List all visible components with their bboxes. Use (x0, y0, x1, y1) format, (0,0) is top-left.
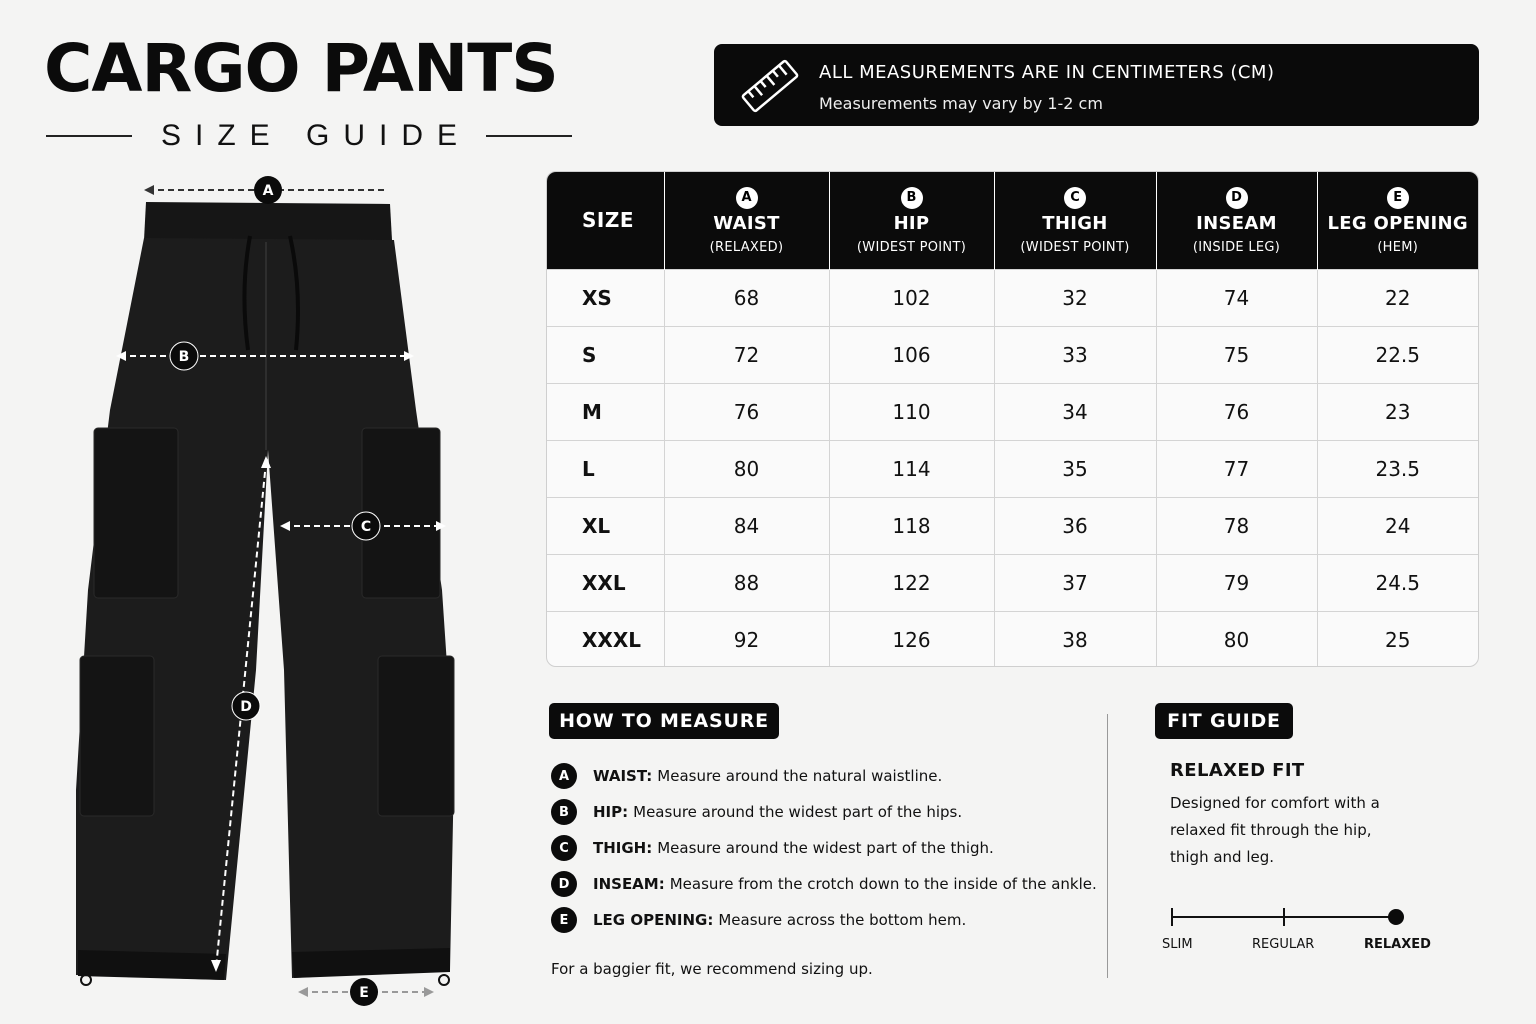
thigh-cell: 34 (994, 383, 1156, 440)
size-table (546, 171, 1479, 667)
thigh-header-name: THIGH (1042, 212, 1108, 234)
hip-cell: 126 (829, 611, 994, 667)
units-banner (714, 44, 1479, 126)
size-cell: XXXL (547, 611, 664, 667)
hem-toggle-left (81, 975, 91, 985)
measure-text: Measure around the natural waistline. (657, 767, 943, 785)
pants-waistband (144, 202, 392, 240)
size-cell: M (547, 383, 664, 440)
measure-text: Measure across the bottom hem. (718, 911, 967, 929)
waist-letter-badge: A (736, 187, 758, 209)
size-cell: S (547, 326, 664, 383)
leg-opening-header-sub: (HEM) (1377, 239, 1419, 255)
table-row (547, 269, 1478, 326)
fit-guide-heading: FIT GUIDE (1155, 703, 1293, 739)
size-cell: XL (547, 497, 664, 554)
inseam-cell: 78 (1156, 497, 1317, 554)
leg-opening-cell: 24.5 (1317, 554, 1478, 611)
list-item (551, 758, 1101, 794)
subtitle-rule-left (46, 135, 132, 137)
banner-units-text: ALL MEASUREMENTS ARE IN CENTIMETERS (CM) (819, 62, 1275, 83)
measure-letter-badge: D (551, 871, 577, 897)
cargo-pocket-right-lower (378, 656, 454, 816)
hip-column-header (829, 172, 994, 269)
leg-opening-header-name: LEG OPENING (1327, 212, 1468, 234)
measure-arrow-a (144, 185, 154, 195)
fit-description: Designed for comfort with a relaxed fit through the hip, thigh and leg. (1170, 794, 1380, 866)
ruler-icon (738, 54, 802, 118)
page-title: CARGO PANTS (44, 30, 558, 107)
waist-cell: 72 (664, 326, 829, 383)
inseam-cell: 76 (1156, 383, 1317, 440)
waist-cell: 80 (664, 440, 829, 497)
cargo-pocket-left-upper (94, 428, 178, 598)
hip-letter-badge: B (901, 187, 923, 209)
thigh-cell: 37 (994, 554, 1156, 611)
leg-opening-cell: 23.5 (1317, 440, 1478, 497)
thigh-letter-badge: C (1064, 187, 1086, 209)
inseam-letter-badge: D (1226, 187, 1248, 209)
cargo-pocket-left-lower (80, 656, 154, 816)
measure-arrow-e-left (298, 987, 308, 997)
measure-letter-badge: C (551, 835, 577, 861)
waist-cell: 84 (664, 497, 829, 554)
measure-label: HIP: (593, 803, 629, 821)
hip-cell: 114 (829, 440, 994, 497)
table-row (547, 383, 1478, 440)
hip-cell: 118 (829, 497, 994, 554)
leg-opening-cell: 22.5 (1317, 326, 1478, 383)
section-divider (1107, 714, 1108, 978)
subtitle-row (46, 118, 572, 154)
list-item (551, 866, 1101, 902)
measure-label: LEG OPENING: (593, 911, 714, 929)
size-cell: XXL (547, 554, 664, 611)
measure-letter-badge: E (551, 907, 577, 933)
measure-label: INSEAM: (593, 875, 665, 893)
table-row (547, 440, 1478, 497)
subtitle-rule-right (486, 135, 572, 137)
thigh-cell: 38 (994, 611, 1156, 667)
waist-cell: 76 (664, 383, 829, 440)
measure-instructions (551, 758, 1101, 938)
list-item (551, 794, 1101, 830)
waist-header-name: WAIST (713, 212, 780, 234)
thigh-cell: 36 (994, 497, 1156, 554)
pants-cuff-right (292, 948, 450, 978)
table-header-row (547, 172, 1478, 269)
cargo-pocket-right-upper (362, 428, 440, 598)
sizing-note: For a baggier fit, we recommend sizing up. (551, 960, 873, 978)
leg-opening-cell: 23 (1317, 383, 1478, 440)
inseam-cell: 80 (1156, 611, 1317, 667)
fit-scale-slim-label: SLIM (1162, 937, 1193, 952)
hip-header-name: HIP (893, 212, 930, 234)
inseam-cell: 77 (1156, 440, 1317, 497)
measure-letter-badge: B (551, 799, 577, 825)
marker-d-label: D (240, 699, 252, 715)
hip-cell: 110 (829, 383, 994, 440)
pants-cuff-left (78, 950, 226, 980)
measure-arrow-e-right (424, 987, 434, 997)
size-cell: XS (547, 269, 664, 326)
inseam-header-name: INSEAM (1196, 212, 1277, 234)
thigh-cell: 35 (994, 440, 1156, 497)
waist-cell: 88 (664, 554, 829, 611)
inseam-cell: 75 (1156, 326, 1317, 383)
marker-c-label: C (360, 519, 372, 535)
measure-text: Measure around the widest part of the thigh. (657, 839, 994, 857)
measure-label: WAIST: (593, 767, 653, 785)
fit-scale-selected-marker (1388, 909, 1404, 925)
hip-header-sub: (WIDEST POINT) (856, 239, 967, 255)
fit-title: RELAXED FIT (1170, 760, 1305, 781)
hip-cell: 102 (829, 269, 994, 326)
inseam-cell: 79 (1156, 554, 1317, 611)
table-row (547, 497, 1478, 554)
inseam-header-sub: (INSIDE LEG) (1192, 239, 1281, 255)
size-column-header: SIZE (547, 172, 664, 269)
list-item (551, 830, 1101, 866)
thigh-column-header (994, 172, 1156, 269)
table-row (547, 611, 1478, 667)
page-subtitle: SIZE GUIDE (160, 119, 472, 152)
list-item (551, 902, 1101, 938)
hip-cell: 106 (829, 326, 994, 383)
table-row (547, 554, 1478, 611)
banner-variance-text: Measurements may vary by 1-2 cm (819, 94, 1103, 113)
leg-opening-cell: 22 (1317, 269, 1478, 326)
fit-scale-regular-label: REGULAR (1252, 937, 1315, 952)
marker-a-label: A (262, 183, 274, 199)
leg-opening-column-header (1317, 172, 1478, 269)
waist-cell: 68 (664, 269, 829, 326)
leg-opening-cell: 24 (1317, 497, 1478, 554)
thigh-header-sub: (WIDEST POINT) (1020, 239, 1130, 255)
thigh-cell: 33 (994, 326, 1156, 383)
measure-label: THIGH: (593, 839, 653, 857)
leg-opening-letter-badge: E (1387, 187, 1409, 209)
measure-letter-badge: A (551, 763, 577, 789)
pants-diagram (70, 170, 470, 1010)
size-cell: L (547, 440, 664, 497)
waist-header-sub: (RELAXED) (709, 239, 784, 255)
leg-opening-cell: 25 (1317, 611, 1478, 667)
how-to-measure-heading: HOW TO MEASURE (549, 703, 779, 739)
waist-cell: 92 (664, 611, 829, 667)
inseam-column-header (1156, 172, 1317, 269)
marker-e-label: E (359, 985, 369, 1001)
measure-text: Measure around the widest part of the hips. (633, 803, 963, 821)
hip-cell: 122 (829, 554, 994, 611)
measure-text: Measure from the crotch down to the inside of the ankle. (669, 875, 1097, 893)
table-row (547, 326, 1478, 383)
inseam-cell: 74 (1156, 269, 1317, 326)
marker-b-label: B (178, 349, 190, 365)
hem-toggle-right (439, 975, 449, 985)
thigh-cell: 32 (994, 269, 1156, 326)
waist-column-header (664, 172, 829, 269)
measure-arrow-c-right (436, 521, 446, 531)
fit-scale-relaxed-label: RELAXED (1364, 937, 1431, 952)
